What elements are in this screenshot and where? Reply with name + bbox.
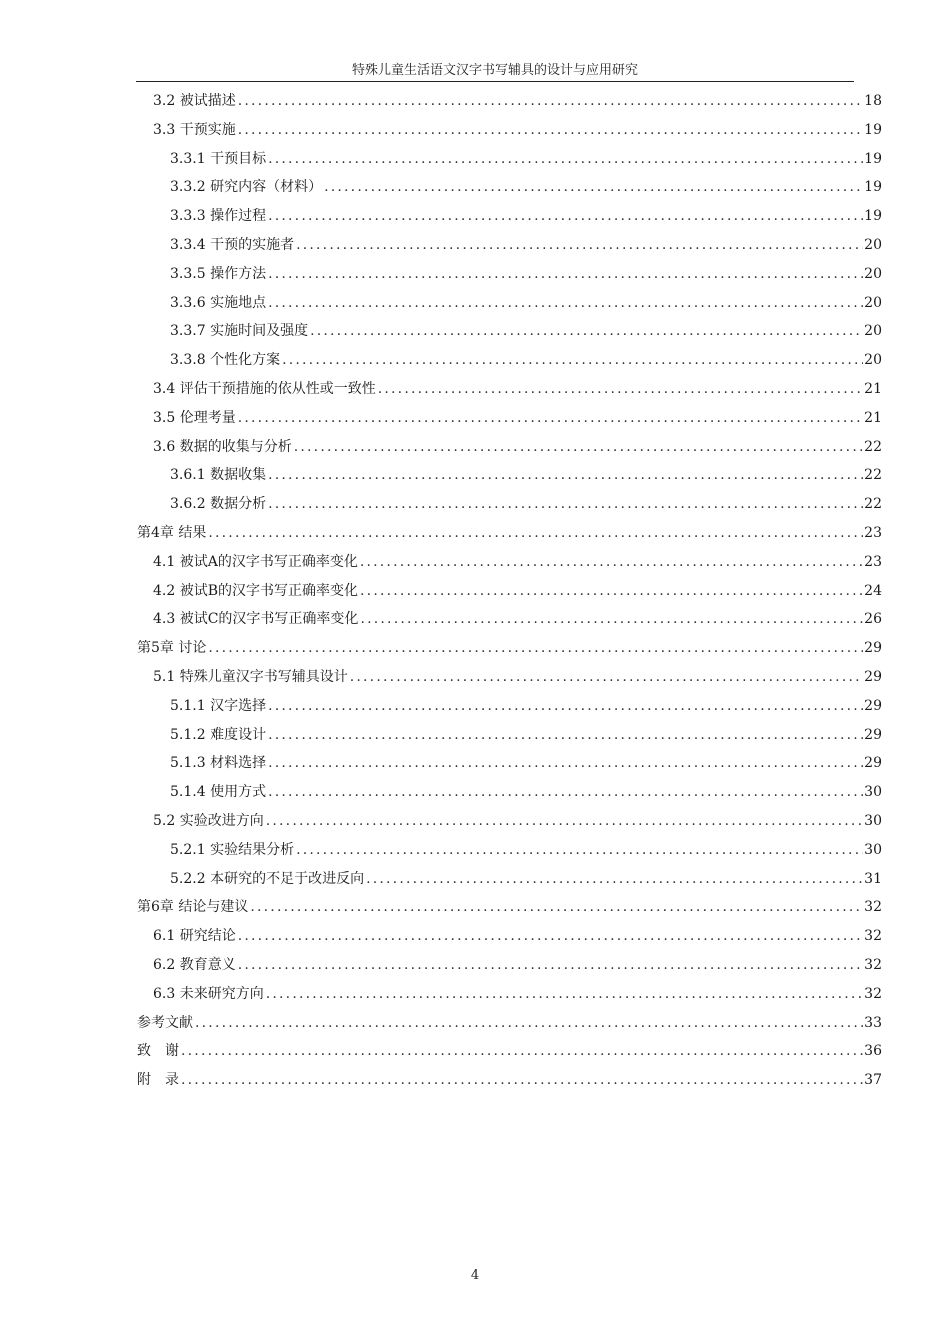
toc-dot-leader [238,91,863,111]
toc-entry-page: 19 [864,208,882,225]
toc-entry[interactable] [137,523,882,543]
toc-entry-label: 3.3.2 研究内容（材料） [170,179,323,196]
toc-dot-leader [282,350,863,370]
toc-entry-label: 6.1 研究结论 [153,928,236,945]
toc-dot-leader [268,782,863,802]
toc-entry-label: 5.1 特殊儿童汉字书写辅具设计 [153,669,348,685]
toc-entry-label: 3.3.7 实施时间及强度 [170,323,309,340]
toc-dot-leader [268,753,863,773]
toc-entry[interactable] [137,1013,882,1033]
toc-dot-leader [310,321,863,341]
toc-dot-leader [378,379,863,399]
toc-dot-leader [268,696,863,716]
toc-entry[interactable] [170,494,882,514]
toc-entry[interactable] [170,264,882,284]
toc-entry-page: 22 [864,496,882,513]
toc-entry-page: 19 [864,121,882,138]
toc-entry[interactable] [153,955,882,975]
toc-entry-label: 3.3 干预实施 [153,121,236,138]
toc-entry-label: 3.6 数据的收集与分析 [153,438,292,455]
toc-entry-page: 36 [864,1043,882,1060]
toc-entry-page: 20 [864,237,882,253]
toc-entry[interactable] [153,581,882,601]
toc-entry[interactable] [170,465,882,485]
toc-entry-page: 20 [864,294,882,311]
toc-dot-leader [268,206,863,226]
toc-entry[interactable] [170,869,882,889]
toc-dot-leader [360,609,863,629]
toc-entry-label: 6.2 教育意义 [153,957,236,973]
toc-dot-leader [268,293,863,313]
toc-entry-label: 4.2 被试B的汉字书写正确率变化 [153,582,359,599]
toc-entry-page: 31 [864,870,882,887]
toc-entry-page: 32 [864,985,882,1002]
toc-entry-label: 5.2.1 实验结果分析 [170,841,295,858]
toc-dot-leader [360,581,863,601]
toc-dot-leader [296,235,863,255]
toc-dot-leader [268,264,863,284]
toc-entry[interactable] [137,897,882,917]
toc-entry-label: 3.3.3 操作过程 [170,208,267,225]
toc-dot-leader [250,897,863,917]
toc-entry-page: 33 [864,1014,882,1031]
toc-entry-page: 29 [864,726,882,743]
toc-entry-label: 6.3 未来研究方向 [153,985,264,1002]
toc-entry[interactable] [153,609,882,629]
toc-entry[interactable] [153,408,882,428]
toc-entry[interactable] [170,696,882,716]
toc-dot-leader [238,408,863,428]
toc-entry-page: 29 [864,697,882,714]
toc-entry-page: 19 [864,150,882,167]
toc-entry-page: 32 [864,928,882,945]
toc-entry-page: 21 [864,381,882,397]
toc-entry[interactable] [153,91,882,111]
toc-entry-label: 5.2.2 本研究的不足于改进反向 [170,870,365,887]
toc-entry-label: 第5章 讨论 [137,640,207,657]
toc-entry[interactable] [153,811,882,831]
toc-entry[interactable] [170,206,882,226]
toc-entry-label: 5.1.4 使用方式 [170,784,267,801]
toc-entry-page: 24 [864,582,882,599]
toc-dot-leader [208,523,863,543]
toc-entry-label: 4.1 被试A的汉字书写正确率变化 [153,553,358,570]
toc-dot-leader [296,840,863,860]
toc-entry-label: 3.5 伦理考量 [153,409,236,426]
toc-dot-leader [350,667,863,687]
toc-entry-label: 第6章 结论与建议 [137,899,249,916]
running-header: 特殊儿童生活语文汉字书写辅具的设计与应用研究 [351,63,638,78]
toc-entry[interactable] [170,840,882,860]
toc-entry-label: 3.4 评估干预措施的依从性或一致性 [153,381,376,397]
toc-entry-label: 致 谢 [137,1043,179,1060]
toc-entry-label: 3.2 被试描述 [153,93,236,109]
toc-dot-leader [195,1013,863,1033]
toc-entry-page: 32 [864,957,882,973]
toc-entry[interactable] [153,667,882,687]
toc-entry-page: 20 [864,323,882,340]
toc-entry-page: 19 [864,179,882,196]
toc-entry[interactable] [170,782,882,802]
toc-dot-leader [268,725,863,745]
toc-entry-label: 3.3.8 个性化方案 [170,352,281,369]
toc-dot-leader [238,955,863,975]
toc-entry-page: 30 [864,813,882,829]
toc-dot-leader [238,926,863,946]
toc-dot-leader [266,984,863,1004]
toc-entry-label: 附 录 [137,1072,179,1089]
toc-entry-page: 29 [864,640,882,657]
toc-entry-page: 23 [864,525,882,541]
toc-entry[interactable] [170,350,882,370]
toc-entry-page: 30 [864,841,882,858]
toc-entry[interactable] [170,235,882,255]
toc-dot-leader [366,869,863,889]
toc-entry-label: 3.6.2 数据分析 [170,496,267,513]
toc-entry[interactable] [170,753,882,773]
toc-entry-label: 5.1.3 材料选择 [170,755,267,772]
toc-dot-leader [268,494,863,514]
toc-dot-leader [294,437,863,457]
toc-entry-page: 22 [864,438,882,455]
header-rule [136,81,854,82]
toc-entry-label: 3.3.1 干预目标 [170,150,267,167]
toc-entry[interactable] [153,984,882,1004]
toc-entry[interactable] [153,379,882,399]
toc-entry[interactable] [170,293,882,313]
toc-entry-page: 18 [864,93,882,109]
toc-entry[interactable] [170,725,882,745]
toc-dot-leader [268,465,863,485]
toc-entry-page: 23 [864,553,882,570]
toc-entry-label: 第4章 结果 [137,525,207,541]
toc-entry[interactable] [153,437,882,457]
toc-entry-label: 3.3.6 实施地点 [170,294,267,311]
toc-entry-page: 29 [864,755,882,772]
toc-entry-label: 5.1.2 难度设计 [170,726,267,743]
toc-entry[interactable] [137,1041,882,1061]
toc-entry[interactable] [153,120,882,140]
toc-entry-page: 29 [864,669,882,685]
toc-entry-label: 5.1.1 汉字选择 [170,697,267,714]
toc-entry[interactable] [153,552,882,572]
page-number: 4 [470,1268,480,1283]
toc-dot-leader [208,638,863,658]
toc-entry[interactable] [153,926,882,946]
toc-dot-leader [181,1070,863,1090]
toc-entry-page: 22 [864,467,882,484]
toc-entry-page: 32 [864,899,882,916]
toc-entry[interactable] [170,149,882,169]
toc-entry-page: 20 [864,352,882,369]
toc-dot-leader [324,177,863,197]
toc-dot-leader [266,811,863,831]
toc-entry-label: 3.3.4 干预的实施者 [170,237,295,253]
toc-entry-label: 4.3 被试C的汉字书写正确率变化 [153,611,359,628]
toc-entry-page: 30 [864,784,882,801]
toc-entry-page: 26 [864,611,882,628]
toc-entry[interactable] [137,638,882,658]
toc-entry-label: 5.2 实验改进方向 [153,813,264,829]
toc-entry-label: 参考文献 [137,1014,193,1031]
toc-entry[interactable] [137,1070,882,1090]
toc-dot-leader [181,1041,863,1061]
toc-dot-leader [238,120,863,140]
toc-entry-page: 20 [864,265,882,282]
toc-entry-label: 3.6.1 数据收集 [170,467,267,484]
toc-entry[interactable] [170,177,882,197]
toc-entry[interactable] [170,321,882,341]
toc-entry-page: 37 [864,1072,882,1089]
toc-dot-leader [268,149,863,169]
toc-dot-leader [360,552,863,572]
toc-entry-label: 3.3.5 操作方法 [170,265,267,282]
toc-entry-page: 21 [864,409,882,426]
